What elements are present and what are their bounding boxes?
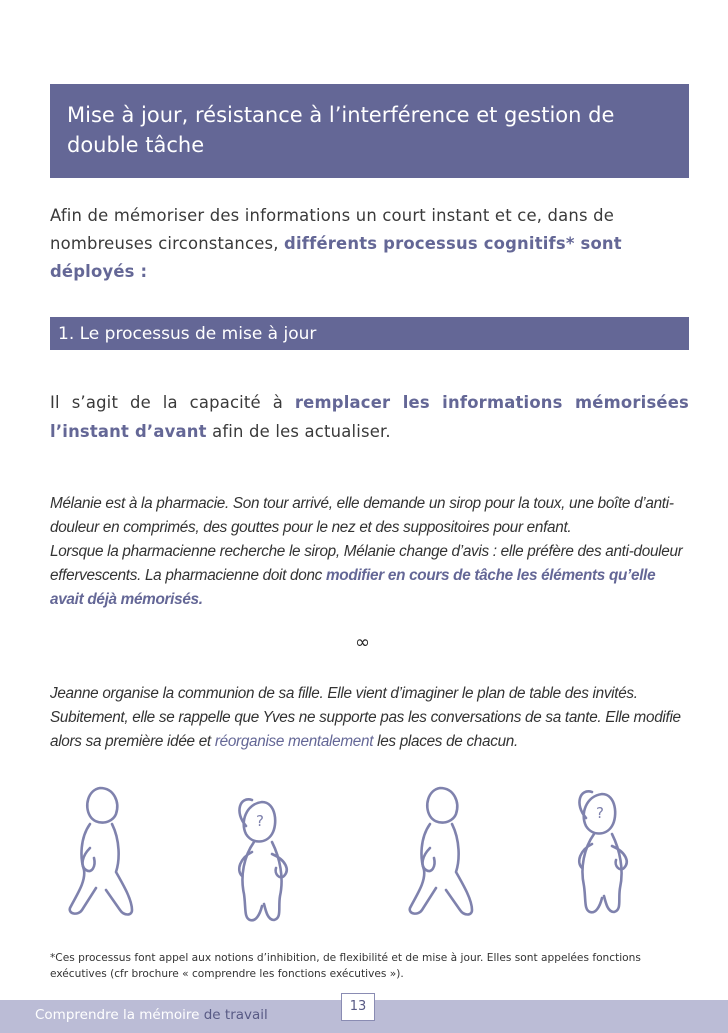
example2-text-before: Jeanne organise la communion de sa fille. Elle vient d’imaginer le plan de table des invités. Subitement, elle se rappelle que Yves ne supporte pas les conversations de sa tante. Elle modifie alors sa première idée et: [50, 685, 681, 750]
page-number: 13: [341, 993, 375, 1021]
infinity-separator: ∞: [355, 632, 370, 653]
footer-title: [35, 1007, 268, 1023]
definition-text-before: Il s’agit de la capacité à: [50, 393, 295, 412]
question-mark-2: ?: [596, 804, 604, 822]
example-melanie: [50, 492, 689, 612]
definition-paragraph: [50, 388, 689, 446]
chapter-title-box: [50, 84, 689, 178]
chapter-title-line2: double tâche: [67, 133, 205, 157]
question-mark-1: ?: [256, 812, 264, 830]
example-jeanne: [50, 682, 689, 754]
section-title: 1. Le processus de mise à jour: [58, 324, 317, 344]
example1-text2-wrapper: [50, 540, 689, 612]
example1-text1: Mélanie est à la pharmacie. Son tour arrivé, elle demande un sirop pour la toux, une boîte d’anti-douleur en comprimés, des gouttes pour le nez et des suppositoires pour enfant.: [50, 495, 674, 536]
figures-illustration: [40, 778, 700, 938]
section-heading: [50, 317, 689, 350]
footnote: *Ces processus font appel aux notions d’inhibition, de flexibilité et de mise à jour. Elles sont appelées fonctions exécutives (cfr brochure « comprendre les fonctions exécutives »).: [50, 952, 641, 980]
footer-title-light: de travail: [203, 1007, 268, 1023]
example1-text2: Lorsque la pharmacienne recherche le sirop, Mélanie change d’avis : elle préfère des anti-douleur effervescents. La pharmacienne doit donc: [50, 543, 683, 584]
definition-emphasis: remplacer les informations mémorisées l’instant d’avant: [50, 393, 690, 441]
example2-text-after: les places de chacun.: [373, 733, 518, 750]
definition-text-after: afin de les actualiser.: [206, 422, 391, 441]
example1-emphasis: modifier en cours de tâche les éléments qu’elle avait déjà mémorisés.: [50, 567, 656, 608]
intro-text: Afin de mémoriser des informations un court instant et ce, dans de nombreuses circonstances,: [50, 206, 615, 253]
intro-emphasis: différents processus cognitifs* sont déployés :: [50, 234, 622, 281]
footer-title-main: Comprendre la mémoire: [35, 1007, 204, 1023]
walking-figure-2-icon: [410, 788, 472, 915]
chapter-title-line1: Mise à jour, résistance à l’interférence et gestion de: [67, 103, 615, 127]
intro-paragraph: [50, 202, 689, 286]
example2-emphasis: réorganise mentalement: [214, 733, 374, 750]
walking-figure-1-icon: [70, 788, 132, 915]
